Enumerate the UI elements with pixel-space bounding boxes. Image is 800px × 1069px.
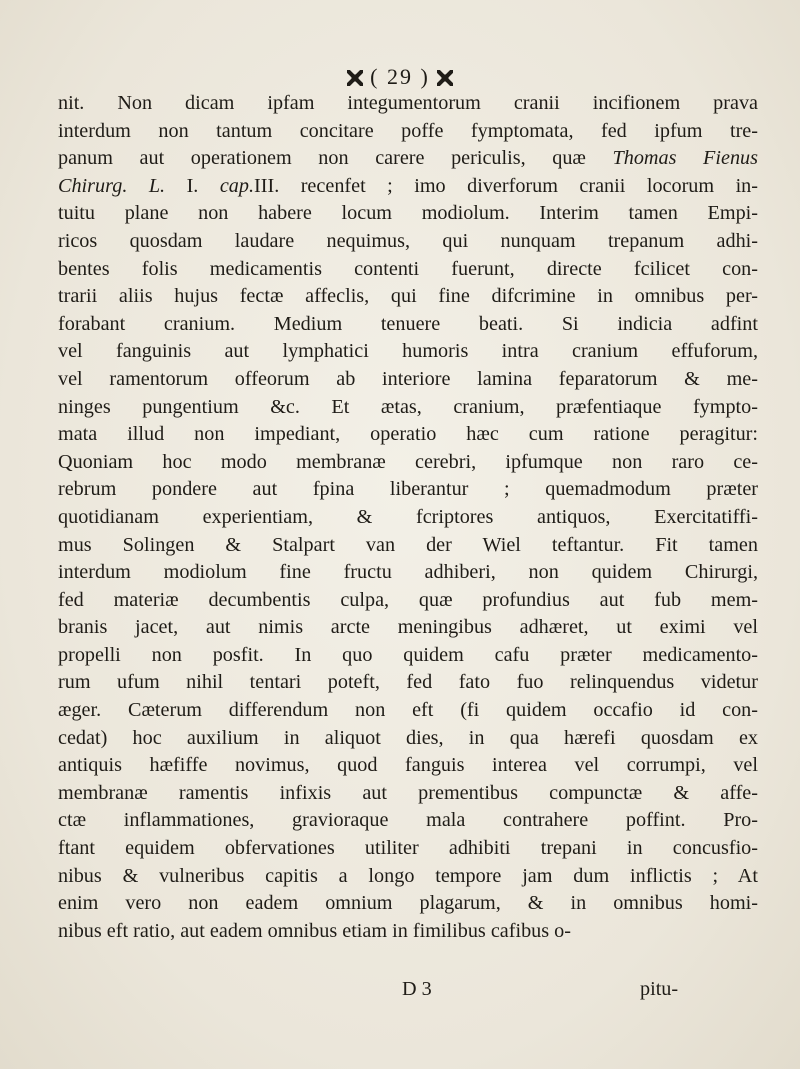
text-run: bentes folis medicamentis contenti fuerunt, directe fcilicet con-: [58, 257, 758, 280]
text-run: I.: [165, 174, 220, 197]
text-line: [58, 200, 758, 228]
text-run: ftant equidem obfervationes utiliter adhibiti trepani in concusfio-: [58, 837, 758, 860]
text-run: trarii aliis hujus fectæ affeclis, qui fine difcrimine in omnibus per-: [58, 285, 758, 308]
text-line: [58, 725, 758, 753]
text-line: [58, 863, 758, 891]
text-run: ctæ inflammationes, gravioraque mala contrahere poffint. Pro-: [58, 809, 758, 832]
text-run: panum aut operationem non carere periculis, quæ: [58, 147, 613, 170]
text-line: [58, 449, 758, 477]
text-run: nibus & vulneribus capitis a longo tempore jam dum inflictis ; At: [58, 864, 758, 887]
text-run: cedat) hoc auxilium in aliquot dies, in qua hærefi quosdam ex: [58, 726, 758, 749]
text-run: III. recenfet ; imo diverforum cranii locorum in-: [254, 174, 758, 197]
text-run: propelli non posfit. In quo quidem cafu præter medicamento-: [58, 643, 758, 666]
italic-run: Thomas Fienus: [612, 147, 758, 170]
text-line: [58, 614, 758, 642]
text-line: [58, 835, 758, 863]
text-line: [58, 118, 758, 146]
italic-run: cap.: [219, 174, 255, 197]
body-text: [58, 90, 758, 945]
italic-run: Chirurg. L.: [58, 174, 166, 197]
text-run: vel ramentorum offeorum ab interiore lamina feparatorum & me-: [58, 367, 758, 390]
text-line: [58, 504, 758, 532]
text-run: quotidianam experientiam, & fcriptores antiquos, Exercitatiffi-: [58, 505, 758, 528]
text-run: mus Solingen & Stalpart van der Wiel teftantur. Fit tamen: [58, 533, 758, 556]
page-header: [0, 64, 800, 90]
text-run: vel fanguinis aut lymphatici humoris intra cranium effuforum,: [58, 340, 758, 363]
text-line: [58, 338, 758, 366]
text-line: [58, 752, 758, 780]
fleuron-left-icon: [347, 70, 363, 86]
text-run: ninges pungentium &c. Et ætas, cranium, præfentiaque fympto-: [58, 395, 758, 418]
text-line: [58, 421, 758, 449]
text-run: branis jacet, aut nimis arcte meningibus adhæret, ut eximi vel: [58, 616, 758, 639]
text-run: enim vero non eadem omnium plagarum, & in omnibus homi-: [58, 892, 758, 915]
text-run: fed materiæ decumbentis culpa, quæ profundius aut fub mem-: [58, 588, 758, 611]
signature-mark: D 3: [402, 978, 432, 1000]
text-line: [58, 228, 758, 256]
text-run: interdum non tantum concitare poffe fymptomata, fed ipfum tre-: [58, 119, 758, 142]
page-number: ( 29 ): [370, 64, 430, 89]
text-line: [58, 476, 758, 504]
text-run: rum ufum nihil tentari poteft, fed fato fuo relinquendus videtur: [58, 671, 758, 694]
text-run: nibus eft ratio, aut eadem omnibus etiam in fimilibus cafibus o-: [58, 919, 571, 942]
text-line: [58, 642, 758, 670]
text-line: [58, 807, 758, 835]
text-line: [58, 366, 758, 394]
text-run: tuitu plane non habere locum modiolum. Interim tamen Empi-: [58, 202, 758, 225]
text-line: [58, 780, 758, 808]
text-line: [58, 587, 758, 615]
text-line: [58, 90, 758, 118]
text-line: [58, 173, 758, 201]
text-line: [58, 394, 758, 422]
text-line: [58, 890, 758, 918]
text-run: interdum modiolum fine fructu adhiberi, non quidem Chirurgi,: [58, 561, 758, 584]
text-line: [58, 532, 758, 560]
text-line: [58, 697, 758, 725]
fleuron-right-icon: [437, 70, 453, 86]
text-run: mata illud non impediant, operatio hæc cum ratione peragitur:: [58, 423, 758, 446]
text-line: [58, 283, 758, 311]
text-run: nit. Non dicam ipfam integumentorum cranii incifionem prava: [58, 92, 758, 114]
text-run: ricos quosdam laudare nequimus, qui nunquam trepanum adhi-: [58, 229, 758, 252]
text-run: antiquis hæfiffe novimus, quod fanguis interea vel corrumpi, vel: [58, 754, 758, 777]
text-line: [58, 669, 758, 697]
text-run: rebrum pondere aut fpina liberantur ; quemadmodum præter: [58, 478, 758, 501]
text-run: Quoniam hoc modo membranæ cerebri, ipfumque non raro ce-: [58, 450, 758, 473]
catchword: pitu-: [640, 978, 679, 1000]
text-line: [58, 256, 758, 284]
text-run: æger. Cæterum differendum non eft (fi quidem occafio id con-: [58, 699, 758, 722]
text-run: forabant cranium. Medium tenuere beati. Si indicia adfint: [58, 312, 758, 335]
text-line: [58, 311, 758, 339]
text-run: membranæ ramentis infixis aut prementibus compunctæ & affe-: [58, 781, 758, 804]
text-line: [58, 918, 758, 946]
text-line: [58, 145, 758, 173]
text-line: [58, 559, 758, 587]
